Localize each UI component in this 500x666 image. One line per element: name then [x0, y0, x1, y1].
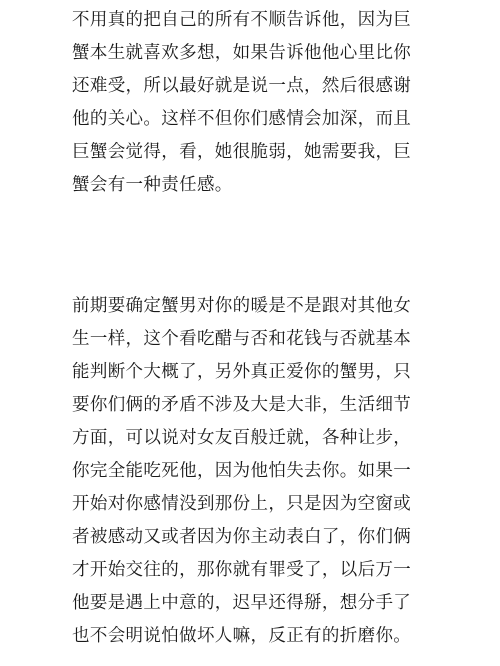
- paragraph-line: 方面，可以说对女友百般迁就，各种让步，: [72, 428, 412, 448]
- paragraph-line: 才开始交往的，那你就有罪受了，以后万一: [72, 560, 412, 580]
- paragraph-line: 能判断个大概了，另外真正爱你的蟹男，只: [72, 362, 412, 382]
- paragraph-line: 前期要确定蟹男对你的暖是不是跟对其他女: [72, 296, 412, 316]
- paragraph-line: 不用真的把自己的所有不顺告诉他，因为巨: [72, 10, 412, 30]
- paragraph-line: 要你们俩的矛盾不涉及大是大非，生活细节: [72, 395, 412, 415]
- paragraph-line: 蟹本生就喜欢多想，如果告诉他他心里比你: [72, 43, 412, 63]
- paragraph-line: 开始对你感情没到那份上，只是因为空窗或: [72, 494, 412, 514]
- paragraph-line: 还难受，所以最好就是说一点，然后很感谢: [72, 76, 412, 96]
- paragraph-line: 也不会明说怕做坏人嘛，反正有的折磨你。: [72, 626, 412, 646]
- paragraph-line: 者被感动又或者因为你主动表白了，你们俩: [72, 527, 412, 547]
- paragraph-line: 蟹会有一种责任感。: [72, 175, 233, 195]
- paragraph-2: [72, 290, 432, 653]
- paragraph-line: 他要是遇上中意的，迟早还得掰，想分手了: [72, 593, 412, 613]
- paragraph-line: 你完全能吃死他，因为他怕失去你。如果一: [72, 461, 412, 481]
- paragraph-line: 生一样，这个看吃醋与否和花钱与否就基本: [72, 329, 412, 349]
- paragraph-1: [72, 4, 432, 202]
- paragraph-line: 他的关心。这样不但你们感情会加深，而且: [72, 109, 412, 129]
- paragraph-line: 巨蟹会觉得，看，她很脆弱，她需要我，巨: [72, 142, 412, 162]
